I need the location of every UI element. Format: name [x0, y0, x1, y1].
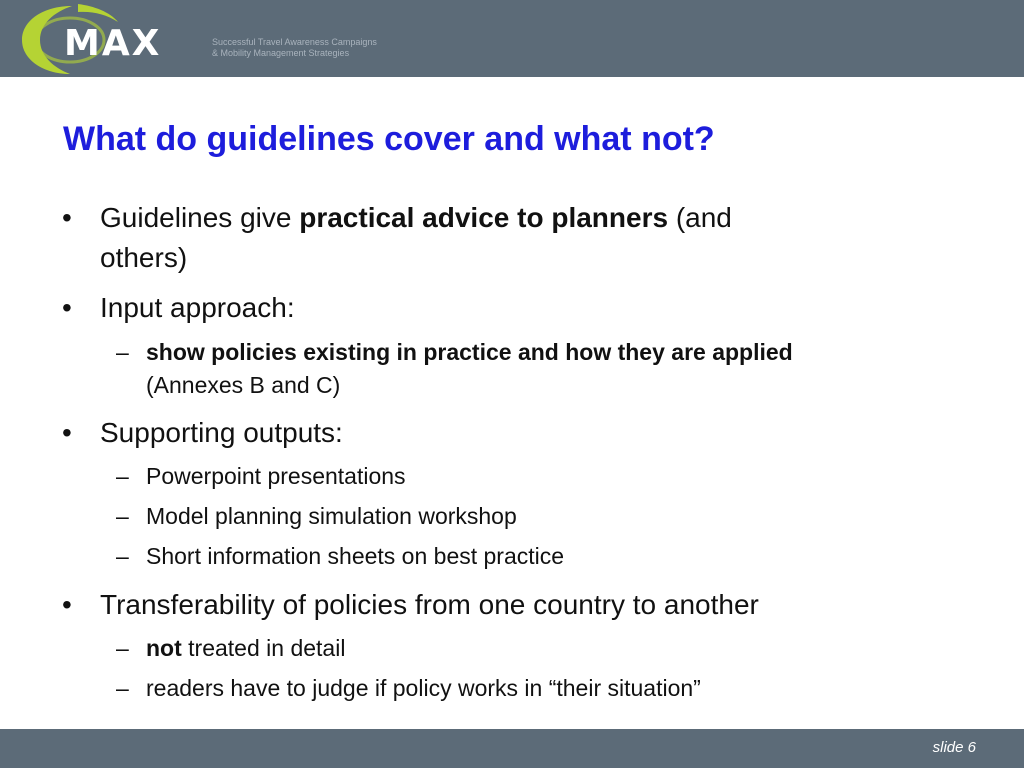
- sub-bullet-marker: –: [116, 675, 129, 701]
- sub-bullet-marker: –: [116, 463, 129, 489]
- sub-bullet-text: not treated in detail: [146, 635, 346, 661]
- sub-bullet-marker: –: [116, 635, 129, 661]
- slide-title: What do guidelines cover and what not?: [63, 120, 715, 158]
- sub-bullet-text: show policies existing in practice and how they are applied: [146, 339, 793, 365]
- bullet-marker: •: [62, 202, 72, 233]
- tagline-line-1: Successful Travel Awareness Campaigns: [212, 37, 377, 47]
- bullet-marker: •: [62, 292, 72, 323]
- sub-bullet-marker: –: [116, 503, 129, 529]
- sub-bullet-text: readers have to judge if policy works in “their situation”: [146, 675, 701, 701]
- sub-bullet-continuation: (Annexes B and C): [146, 372, 341, 398]
- sub-bullet-marker: –: [116, 339, 129, 365]
- sub-bullet-text: Powerpoint presentations: [146, 463, 406, 489]
- logo-wordmark: MAX: [64, 23, 162, 64]
- sub-bullet-text: Short information sheets on best practice: [146, 543, 565, 569]
- bullet-marker: •: [62, 417, 72, 448]
- footer-bar: [0, 729, 1024, 768]
- logo-tagline: [212, 37, 452, 59]
- sub-bullet-marker: –: [116, 543, 129, 569]
- bullet-text: Guidelines give practical advice to planners (and: [100, 202, 732, 233]
- bullet-text: Transferability of policies from one country to another: [100, 589, 759, 620]
- header-bar: [0, 0, 1024, 77]
- slide-number: slide 6: [932, 739, 976, 756]
- tagline-line-2: & Mobility Management Strategies: [212, 48, 350, 58]
- bullet-marker: •: [62, 589, 72, 620]
- bullet-text-continuation: others): [100, 242, 188, 273]
- bullet-text: Supporting outputs:: [100, 417, 343, 448]
- bullet-text: Input approach:: [100, 292, 295, 323]
- sub-bullet-text: Model planning simulation workshop: [146, 503, 517, 529]
